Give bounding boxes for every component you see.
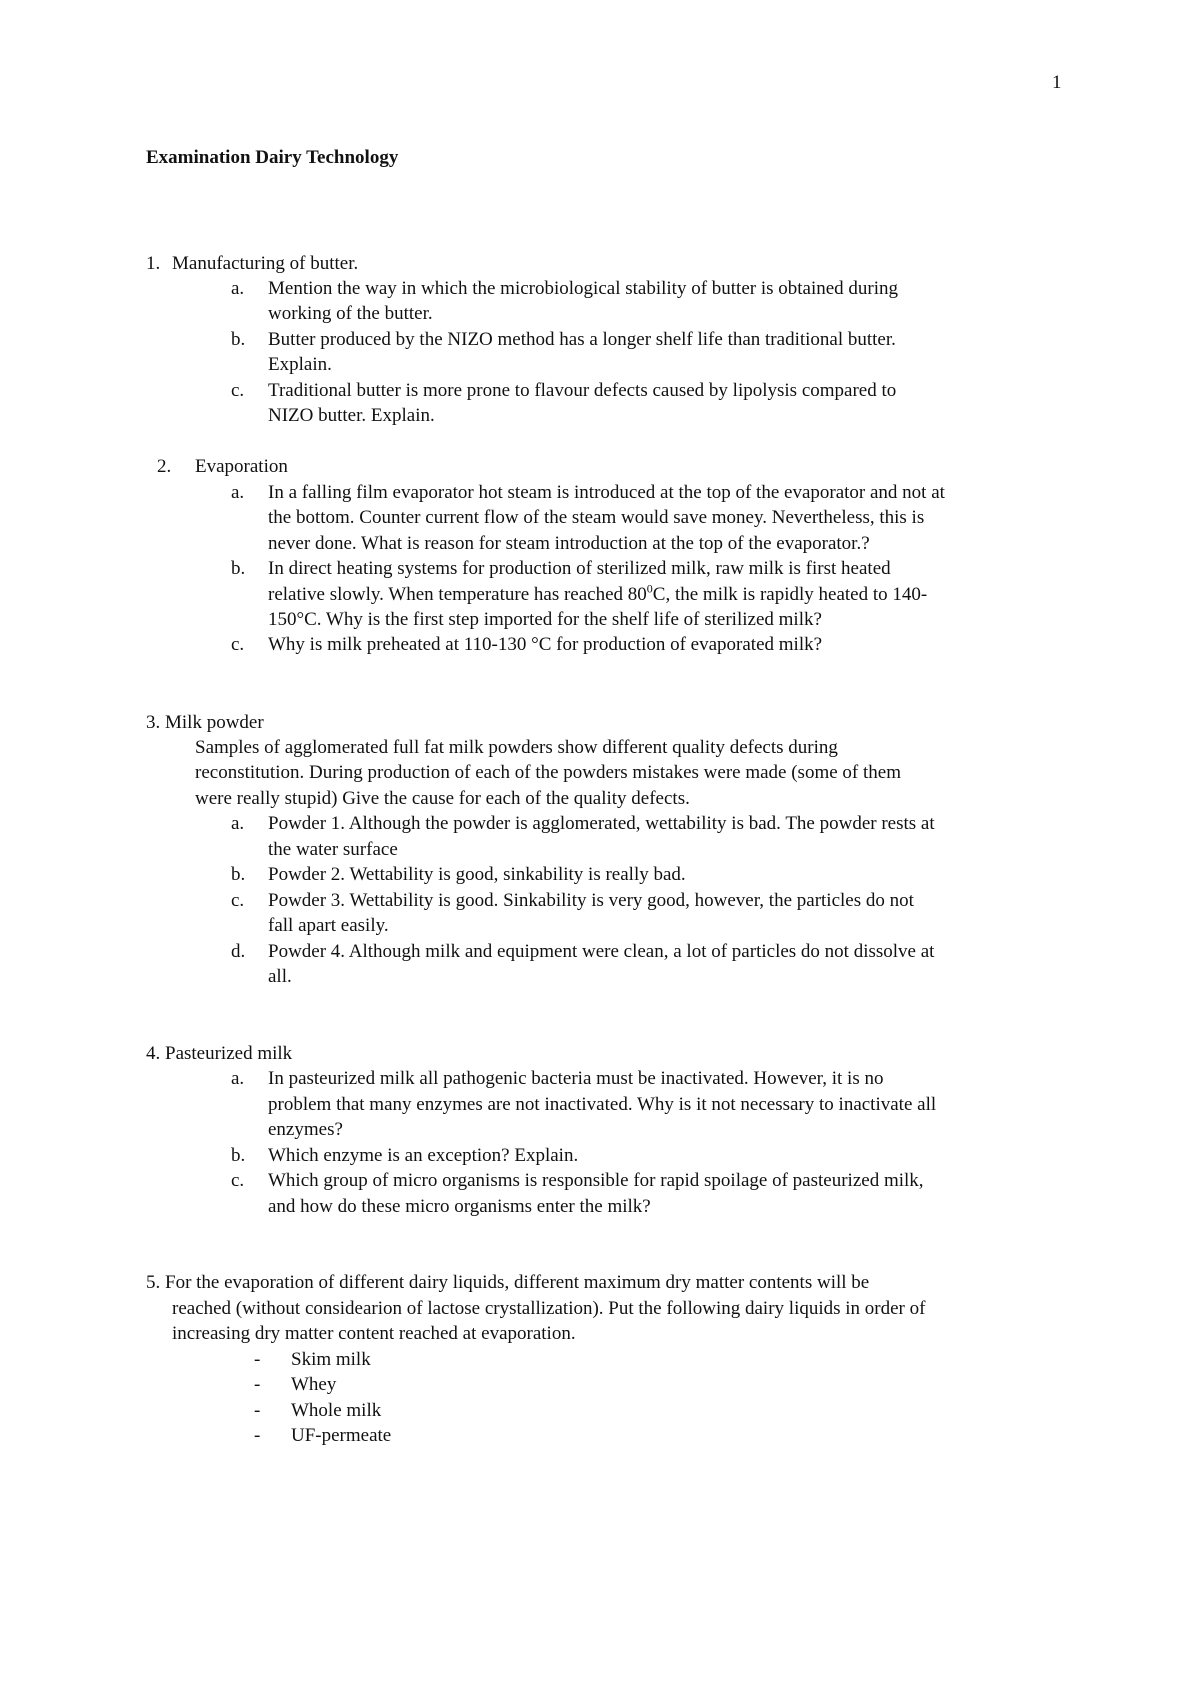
item-text: Powder 3. Wettability is good. Sinkability is very good, however, the particles do not [268, 890, 914, 911]
page-number: 1 [1052, 72, 1062, 93]
intro-text: were really stupid) Give the cause for each of the quality defects. [195, 788, 690, 809]
item-text-part: relative slowly. When temperature has reached 80 [268, 584, 647, 605]
question-number: 2. [157, 456, 172, 477]
list-item: Whole milk [291, 1400, 382, 1421]
item-text: In pasteurized milk all pathogenic bacteria must be inactivated. However, it is no [268, 1068, 884, 1089]
item-text: NIZO butter. Explain. [268, 405, 435, 426]
item-text: Powder 2. Wettability is good, sinkability is really bad. [268, 864, 686, 885]
item-text: fall apart easily. [268, 915, 389, 936]
item-text [268, 581, 928, 606]
question-text: 5. For the evaporation of different dairy liquids, different maximum dry matter contents will be [146, 1272, 870, 1293]
list-item: UF-permeate [291, 1425, 392, 1446]
item-text: Which group of micro organisms is responsible for rapid spoilage of pasteurized milk, [268, 1170, 924, 1191]
item-text: Which enzyme is an exception? Explain. [268, 1145, 579, 1166]
item-letter: a. [231, 813, 245, 834]
item-letter: b. [231, 1145, 246, 1166]
item-text: Mention the way in which the microbiological stability of butter is obtained during [268, 278, 899, 299]
item-letter: a. [231, 278, 245, 299]
item-letter: c. [231, 634, 245, 655]
item-text: Why is milk preheated at 110-130 °C for production of evaporated milk? [268, 634, 823, 655]
question-text: reached (without considearion of lactose crystallization). Put the following dairy liquids in order of [172, 1298, 926, 1319]
intro-text: Samples of agglomerated full fat milk powders show different quality defects during [195, 737, 838, 758]
item-letter: b. [231, 329, 246, 350]
question-heading: Manufacturing of butter. [172, 253, 359, 274]
bullet-dash: - [254, 1425, 261, 1446]
item-text: problem that many enzymes are not inactivated. Why is it not necessary to inactivate all [268, 1094, 937, 1115]
bullet-dash: - [254, 1400, 261, 1421]
list-item: Whey [291, 1374, 337, 1395]
question-text: increasing dry matter content reached at evaporation. [172, 1323, 576, 1344]
item-letter: c. [231, 890, 245, 911]
question-heading: 4. Pasteurized milk [146, 1043, 293, 1064]
item-text: Traditional butter is more prone to flavour defects caused by lipolysis compared to [268, 380, 897, 401]
item-letter: a. [231, 1068, 245, 1089]
item-text-part: C, the milk is rapidly heated to 140- [652, 584, 928, 605]
item-letter: b. [231, 558, 246, 579]
item-text: Powder 4. Although milk and equipment were clean, a lot of particles do not dissolve at [268, 941, 935, 962]
item-text: and how do these micro organisms enter the milk? [268, 1196, 651, 1217]
item-text: 150°C. Why is the first step imported for the shelf life of sterilized milk? [268, 609, 822, 630]
item-text: Explain. [268, 354, 332, 375]
superscript: 0 [646, 581, 653, 596]
item-letter: d. [231, 941, 246, 962]
intro-text: reconstitution. During production of each of the powders mistakes were made (some of them [195, 762, 901, 783]
bullet-dash: - [254, 1349, 261, 1370]
document-title: Examination Dairy Technology [146, 147, 399, 168]
item-letter: b. [231, 864, 246, 885]
item-text: all. [268, 966, 292, 987]
question-heading: Evaporation [195, 456, 288, 477]
question-heading: 3. Milk powder [146, 712, 264, 733]
bullet-dash: - [254, 1374, 261, 1395]
item-text: In direct heating systems for production of sterilized milk, raw milk is first heated [268, 558, 891, 579]
question-number: 1. [146, 253, 161, 274]
item-letter: c. [231, 380, 245, 401]
item-text: Butter produced by the NIZO method has a longer shelf life than traditional butter. [268, 329, 896, 350]
item-letter: a. [231, 482, 245, 503]
item-letter: c. [231, 1170, 245, 1191]
item-text: never done. What is reason for steam introduction at the top of the evaporator.? [268, 533, 870, 554]
item-text: the bottom. Counter current flow of the steam would save money. Nevertheless, this is [268, 507, 925, 528]
item-text: In a falling film evaporator hot steam is introduced at the top of the evaporator and not at [268, 482, 945, 503]
item-text: working of the butter. [268, 303, 433, 324]
list-item: Skim milk [291, 1349, 371, 1370]
item-text: Powder 1. Although the powder is agglomerated, wettability is bad. The powder rests at [268, 813, 935, 834]
item-text: enzymes? [268, 1119, 343, 1140]
item-text: the water surface [268, 839, 398, 860]
